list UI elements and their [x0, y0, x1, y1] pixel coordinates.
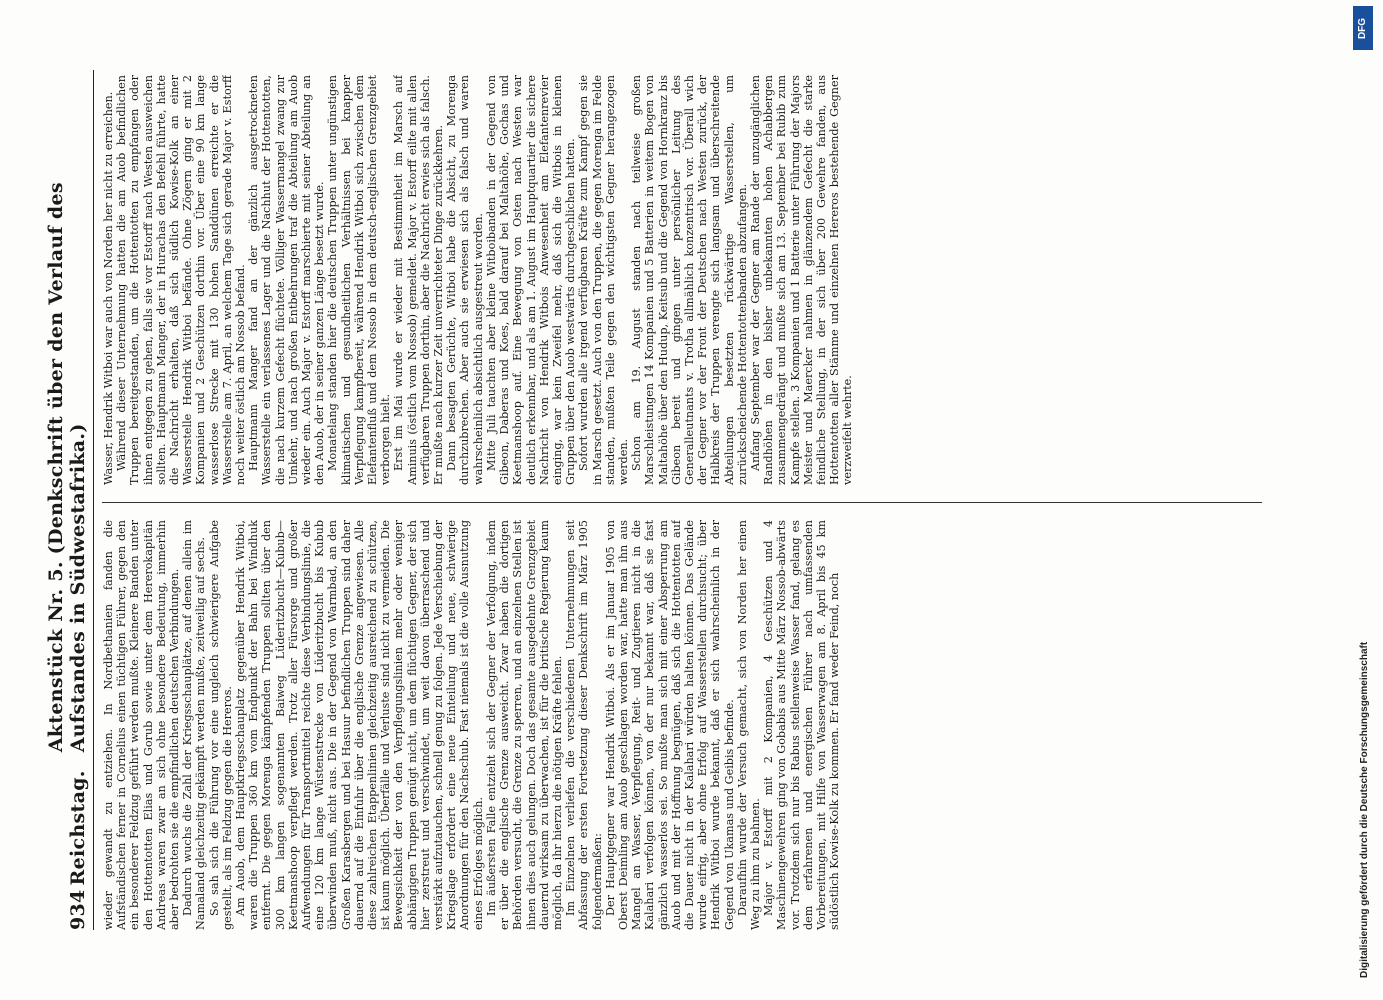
paragraph: Im Einzelnen verliefen die verschiedenen Unternehmungen seit Abfassung der ersten Fortsetzung dieser Denkschrift im März 1905 folgendermaßen: — [564, 520, 604, 930]
paragraph: Im äußersten Falle entzieht sich der Gegner der Verfolgung, indem er über die englische Grenze ausweicht. Zwar haben die dortigen Behörden versucht, die Grenze zu sperren, und an einzelnen Stellen ist ihnen dies auch gelungen. Doch das gesamte ausgedehnte Grenzgebiet dauernd wirksam zu überwachen, ist für die britische Regierung kaum möglich, da ihr hierzu die nötigen Kräfte fehlen. — [484, 520, 564, 930]
rotated-document — [45, 70, 1270, 930]
paragraph: Während dieser Unternehmung hatten die am Auob befindlichen Truppen bereitgestanden, um die Hottentotten zu empfangen oder ihnen entgegen zu gehen, falls sie vor Estorff nach Westen ausweichen sollten. Hauptmann Manger, der in Hurachas den Befehl führte, hatte die Nachricht erhalten, daß sich südlich Kowise-Kolk an einer Wasserstelle Hendrik Witboi befände. Ohne Zögern ging er mit 2 Kompanien und 2 Geschützen dorthin vor. Über eine 90 km lange wasserlose Strecke mit 130 hohen Sanddünen erreichte er die Wasserstelle am 7. April, an welchem Tage sich gerade Major v. Estorff noch weiter östlich am Nossob befand. — [115, 75, 248, 485]
paragraph: Anfang September war der Gegner am Rande der unzugänglichen Randhöhen in den bisher unbekannten hohen Achabbergen zusammengedrängt und mußte sich am 13. September bei Rubib zum Kampfe stellen. 3 Kompanien und 1 Batterie unter Führung der Majors Meister und Maercker nahmen in glänzendem Gefecht die starke feindliche Stellung, in der sich über 200 Gewehre fanden, aus Hottentotten aller Stämme und einzelnen Hereros bestehende Gegner verzweifelt wehrte. — [748, 75, 855, 485]
paragraph: Hauptmann Manger fand an der gänzlich ausgetrockneten Wasserstelle ein verlassenes Lager und die Nachhut der Hottentotten, die nach kurzem Gefecht flüchtete. Völliger Wassermangel zwang zur Umkehr, und nach großen Entbehrungen traf die Abteilung am Auob wieder ein. Auch Major v. Estorff marschierte mit seiner Abteilung an den Auob, der in seiner ganzen Länge besetzt wurde. — [247, 75, 327, 485]
text-columns — [102, 70, 1262, 930]
column-divider — [102, 502, 1262, 503]
paragraph: Am Auob, dem Hauptkriegsschauplatz gegenüber Hendrik Witboi, waren die Truppen 360 km vom Endpunkt der Bahn bei Windhuk entfernt. Die gegen Morenga kämpfenden Truppen sollten über den 300 km langen sogenannten Baiweg Lüderitzbucht—Kubub—Keetmanshoop verpflegt werden. Trotz aller Fürsorge und großer Aufwendungen für Transportmittel reichte diese Verbindungslinie, die eine 120 km lange Wüstenstrecke von Lüderitzbucht bis Kubub überwinden muß, nicht aus. Die in der Gegend von Warmbad, an den Großen Karasbergen und bei Hasuur befindlichen Truppen sind daher dauernd auf die Einfuhr über die englische Grenze angewiesen. Alle diese zahlreichen Etappenlinien gleichzeitig ausreichend zu schützen, ist kaum möglich. Überfälle und Verluste sind nicht zu vermeiden. Die Bewegsichkeit der von den Verpflegungslinien mehr oder weniger abhängigen Truppen genügt nicht, um dem flüchtigen Gegner, der sich hier zerstreut und verschwindet, um weit davon überraschend und verstärkt aufzutauchen, schnell genug zu folgen. Jede Verschiebung der Kriegslage erfordert eine neue Einteilung und neue, schwierige Anordnungen für den Nachschub. Fast niemals ist die volle Ausnutzung eines Erfolges möglich. — [234, 520, 485, 930]
paragraph: Erst im Mai wurde er wieder mit Bestimmtheit im Marsch auf Aminuis (östlich vom Nossob) gemeldet. Major v. Estorff eilte mit allen verfügbaren Truppen dorthin, aber die Nachricht erwies sich als falsch. Er mußte nach kurzer Zeit unverrichteter Dinge zurückkehren. — [392, 75, 446, 485]
left-column — [102, 520, 1262, 930]
paragraph: Wasser, Hendrik Witboi war auch von Norden her nicht zu erreichen. — [102, 91, 115, 485]
paragraph: wieder gewandt zu entziehen. In Nordbethanien fanden die Aufständischen ferner in Cornelius einen tüchtigen Führer, gegen den ein besonderer Feldzug geführt werden mußte. Kleinere Banden unter den Hottentotten Elias und Gorub sowie unter dem Hererokapitän Andreas waren zwar an sich ohne besondere Bedeutung, immerhin aber bedrohten sie die empfindlichen deutschen Verbindungen. — [102, 520, 182, 930]
paragraph: Daraufhin wurde der Versuch gemacht, sich von Norden her einen Weg zu ihm zu bahnen. — [735, 520, 762, 930]
paragraph: Der Hauptgegner war Hendrik Witboi. Als er im Januar 1905 von Oberst Deimling am Auob geschlagen worden war, hatte man ihn aus Mangel an Wasser, Verpflegung, Reit- und Zugtieren nicht in die Kalahari verfolgen können, von der nur bekannt war, daß sie fast gänzlich wasserlos sei. So mußte man sich mit einer Absperrung am Auob und mit der Hoffnung begnügen, daß sich die Hottentotten auf die Dauer nicht in der Kalahari würden halten können. Das Gelände wurde eifrig, aber ohne Erfolg auf Wasserstellen durchsucht; über Hendrik Witboi wurde bekannt, daß er sich wahrscheinlich in der Gegend von Ukamas und Geibis befinde. — [603, 520, 736, 930]
paragraph: Schon am 19. August standen nach teilweise großen Marschleistungen 14 Kompanien und 5 Batterien in weitem Bogen von Maltahöhe über den Hudup, Keitsub und die Gegend von Hornkranz bis Gibeon bereit und gingen unter persönlicher Leitung des Generalleutnants v. Trotha allmählich konzentrisch vor. Überall wich der Gegner vor der Front der Deutschen nach Westen zurück, der Halbkreis der Truppen verengte sich langsam und überschreitende Abteilungen besetzten rückwärtige Wasserstellen, um zurückscheichende Hottentottenbanden abzufangen. — [630, 75, 749, 485]
page-number: 934 — [67, 889, 89, 930]
paragraph: Major v. Estorff mit 2 Kompanien, 4 Geschützen und 4 Maschinengewehren ging von Gobabis aus Mitte März Nossob-abwärts vor. Trotzdem sich nur bis Rabus stellenweise Wasser fand, gelang es dem erfahrenen und energischen Führer nach umfassenden Vorbereitungen, mit Hilfe von Wasserwagen am 8. April bis 45 km südöstlich Kowise-Kolk zu kommen. Er fand weder Feind, noch — [762, 520, 842, 930]
digitization-note-text: Digitalisierung gefördert durch die Deutsche Forschungsgemeinschaft — [1359, 641, 1370, 978]
paragraph: Monatelang standen hier die deutschen Truppen unter ungünstigen klimatischen und gesundheitlichen Verhältnissen bei knapper Verpflegung kampfbereit, während Hendrik Witboi sich zwischen dem Elefantenfluß und dem Nossob in dem deutsch-englischen Grenzgebiet verborgen hielt. — [326, 75, 393, 485]
running-title: Reichstag. — [67, 770, 89, 886]
page-header — [45, 70, 94, 930]
paragraph: So sah sich die Führung vor eine ungleich schwierigere Aufgabe gestellt, als im Feldzug gegen die Hereros. — [207, 520, 234, 930]
dfg-logo-text: DFG — [1357, 17, 1369, 39]
paragraph: Dann besagten Gerüchte, Witboi habe die Absicht, zu Morenga durchzubrechen. Aber auch sie erwiesen sich als falsch und waren wahrscheinlich absichtlich ausgestreut worden. — [445, 75, 485, 485]
paragraph: Mitte Juli tauchten aber kleine Witboibanden in der Gegend von Gibeon, Daberas und Koes, bald darauf bei Maltahöhe, Gochas und Keetmanshoop auf. Eine Bewegung von Osten nach Westen war deutlich erkennbar, und als am 1. August im Hauptquartier die sichere Nachricht von Hendrik Witbois Anwesenheit am Elefantenrevier einging, war kein Zweifel mehr, daß sich die Witbois in kleinen Gruppen über den Auob westwärts durchgeschlichen hatten. — [484, 75, 578, 485]
right-column — [102, 75, 1262, 485]
document-title: Aktenstück Nr. 5. (Denkschrift über den Verlauf des Aufstandes in Südwestafrika.) — [45, 182, 89, 753]
paragraph: Dadurch wuchs die Zahl der Kriegsschauplätze, auf denen allein im Namaland gleichzeitig gekämpft werden mußte, zeitweilig auf sechs. — [181, 520, 208, 930]
digitization-note — [1349, 0, 1375, 1000]
paragraph: Sofort wurden alle irgend verfügbaren Kräfte zum Kampf gegen sie in Marsch gesetzt. Auch von den Truppen, die gegen Morenga im Felde standen, mußten Teile gegen den wichtigsten Gegner herangezogen werden. — [577, 75, 630, 485]
